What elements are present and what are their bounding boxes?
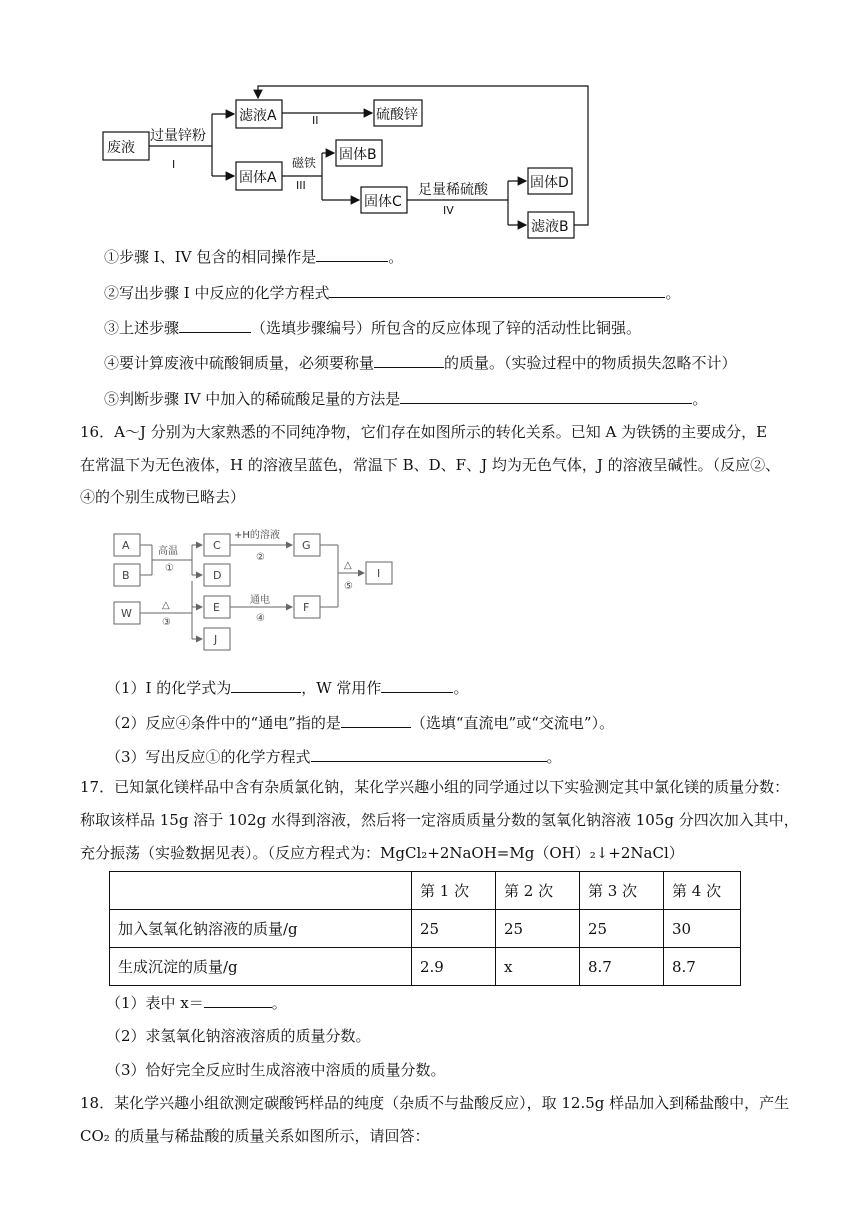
table-cell: x: [496, 948, 580, 986]
q18-stem-line-2: CO₂ 的质量与稀盐酸的质量关系如图所示，请回答：: [80, 1127, 430, 1145]
label-step1: I: [172, 158, 176, 171]
table-cell: 25: [412, 910, 496, 948]
flow-diagram-reactions: [108, 526, 408, 656]
label-liusuanxin: 硫酸锌: [376, 107, 418, 123]
q16-text-1a: （1）I 的化学式为: [106, 679, 232, 697]
node-F: F: [303, 601, 310, 614]
node-D: D: [213, 569, 222, 582]
q15-num-2: ②: [104, 284, 120, 302]
flow-diagram-zinc: [100, 80, 620, 245]
q16-text-2b: （选填“直流电”或“交流电”）。: [410, 714, 615, 732]
cond-delta1: △: [162, 600, 170, 611]
table-header-cell: [110, 872, 412, 910]
cond-r4: ④: [256, 613, 265, 624]
label-lvyeB: 滤液B: [531, 219, 569, 235]
q15-text-4a: 要计算废液中硫酸铜质量，必须要称量: [119, 354, 375, 372]
q15-text-3b: （选填步骤编号）所包含的反应体现了锌的活动性比铜强。: [251, 319, 642, 337]
q15-item-2: [104, 281, 681, 304]
table-header-cell: 第 4 次: [664, 872, 741, 910]
cond-tongdian: 通电: [250, 595, 270, 606]
cond-gaowen: 高温: [158, 546, 178, 557]
q16-text-3b: 。: [546, 748, 562, 766]
q15-text-2b: 。: [665, 284, 681, 302]
table-cell: 2.9: [412, 948, 496, 986]
table-cell: 25: [496, 910, 580, 948]
table-header-cell: 第 2 次: [496, 872, 580, 910]
node-B: B: [122, 569, 130, 582]
q15-text-3a: 上述步骤: [119, 319, 180, 337]
q15-text-4b: 的质量。（实验过程中的物质损失忽略不计）: [444, 354, 737, 372]
q15-text-5a: 判断步骤 IV 中加入的稀硫酸足量的方法是: [119, 390, 401, 408]
label-step3: III: [296, 179, 306, 192]
label-lvyeA: 滤液A: [239, 108, 277, 124]
answer-blank[interactable]: [179, 316, 251, 333]
table-row: [110, 910, 741, 948]
q17-text-1a: （1）表中 x＝: [106, 994, 204, 1012]
q17-stem-line-2: 称取该样品 15g 溶于 102g 水得到溶液，然后将一定溶质质量分数的氢氧化钠溶液 105g 分四次加入其中，: [80, 811, 799, 829]
q15-item-3: [104, 316, 641, 339]
q18-stem-line-1: 18．某化学兴趣小组欲测定碳酸钙样品的纯度（杂质不与盐酸反应），取 12.5g 样品加入到稀盐酸中，产生: [80, 1094, 790, 1112]
cond-r2: ②: [256, 552, 265, 563]
q16-item-3: [106, 745, 562, 768]
table-cell: 8.7: [664, 948, 741, 986]
table-cell: 30: [664, 910, 741, 948]
label-step4: IV: [443, 204, 454, 217]
node-E: E: [213, 601, 220, 614]
q16-stem-line-2: 在常温下为无色液体，H 的溶液呈蓝色，常温下 B、D、F、J 均为无色气体，J 的溶液呈碱性。（反应②、: [80, 456, 781, 474]
cond-r5: ⑤: [344, 581, 353, 592]
table-cell: 加入氢氧化钠溶液的质量/g: [110, 910, 412, 948]
q16-text-2a: （2）反应④条件中的“通电”指的是: [106, 714, 341, 732]
table-cell: 生成沉淀的质量/g: [110, 948, 412, 986]
q15-item-1: [104, 245, 403, 268]
table-header-row: [110, 872, 741, 910]
label-citie: 磁铁: [292, 156, 317, 170]
answer-blank[interactable]: [316, 245, 388, 262]
table-header-cell: 第 1 次: [412, 872, 496, 910]
cond-delta2: △: [344, 560, 352, 571]
q17-item-2: （2）求氢氧化钠溶液溶质的质量分数。: [106, 1027, 371, 1045]
label-gutiA: 固体A: [239, 170, 277, 186]
q17-stem-line-3: 充分振荡（实验数据见表）。（反应方程式为：MgCl₂+2NaOH=Mg（OH）₂↓+2NaCl）: [80, 844, 684, 862]
label-gutiC: 固体C: [364, 194, 402, 210]
label-guoliang: 过量锌粉: [150, 128, 206, 144]
answer-blank[interactable]: [374, 351, 444, 368]
table-header-cell: 第 3 次: [580, 872, 664, 910]
q15-text-1a: 步骤 I、IV 包含的相同操作是: [119, 248, 317, 266]
node-W: W: [121, 607, 132, 620]
node-C: C: [213, 539, 221, 552]
q15-num-5: ⑤: [104, 390, 120, 408]
cond-r3: ③: [162, 617, 171, 628]
answer-blank[interactable]: [341, 711, 411, 728]
node-A: A: [122, 539, 130, 552]
label-gutiD: 固体D: [530, 175, 569, 191]
cond-Hsol: +H的溶液: [234, 530, 280, 541]
label-step2: II: [312, 114, 319, 127]
label-zuliang: 足量稀硫酸: [418, 182, 488, 198]
q16-stem-line-1: 16．A～J 分别为大家熟悉的不同纯净物，它们存在如图所示的转化关系。已知 A 为铁锈的主要成分，E: [80, 423, 768, 441]
q16-text-1b: ，W 常用作: [301, 679, 382, 697]
q17-item-1: [106, 991, 287, 1014]
table-cell: 8.7: [580, 948, 664, 986]
label-gutiB: 固体B: [339, 147, 377, 163]
label-feiye: 废液: [107, 140, 135, 156]
q16-text-3a: （3）写出反应①的化学方程式: [106, 748, 311, 766]
table-cell: 25: [580, 910, 664, 948]
answer-blank[interactable]: [329, 281, 665, 298]
q15-num-1: ①: [104, 248, 120, 266]
answer-blank[interactable]: [204, 991, 272, 1008]
q15-item-4: [104, 351, 737, 374]
cond-r1: ①: [165, 563, 174, 574]
data-table: [109, 871, 741, 986]
q16-stem-line-3: ④的个别生成物已略去）: [80, 488, 246, 506]
q17-item-3: （3）恰好完全反应时生成溶液中溶质的质量分数。: [106, 1061, 446, 1079]
answer-blank[interactable]: [231, 676, 301, 693]
answer-blank[interactable]: [400, 387, 692, 404]
q16-item-2: [106, 711, 614, 734]
q16-text-1c: 。: [453, 679, 469, 697]
table-row: [110, 948, 741, 986]
q15-text-5b: 。: [692, 390, 708, 408]
q15-num-3: ③: [104, 319, 120, 337]
q15-text-2a: 写出步骤 I 中反应的化学方程式: [119, 284, 330, 302]
answer-blank[interactable]: [381, 676, 453, 693]
q17-stem-line-1: 17．已知氯化镁样品中含有杂质氯化钠，某化学兴趣小组的同学通过以下实验测定其中氯化镁的质量分数：: [80, 778, 790, 796]
q17-text-1b: 。: [271, 994, 287, 1012]
node-J: J: [214, 633, 218, 646]
q15-item-5: [104, 387, 707, 410]
q15-text-1b: 。: [388, 248, 404, 266]
q16-item-1: [106, 676, 468, 699]
answer-blank[interactable]: [311, 745, 547, 762]
node-G: G: [302, 539, 311, 552]
node-I: I: [377, 567, 381, 580]
q15-num-4: ④: [104, 354, 120, 372]
